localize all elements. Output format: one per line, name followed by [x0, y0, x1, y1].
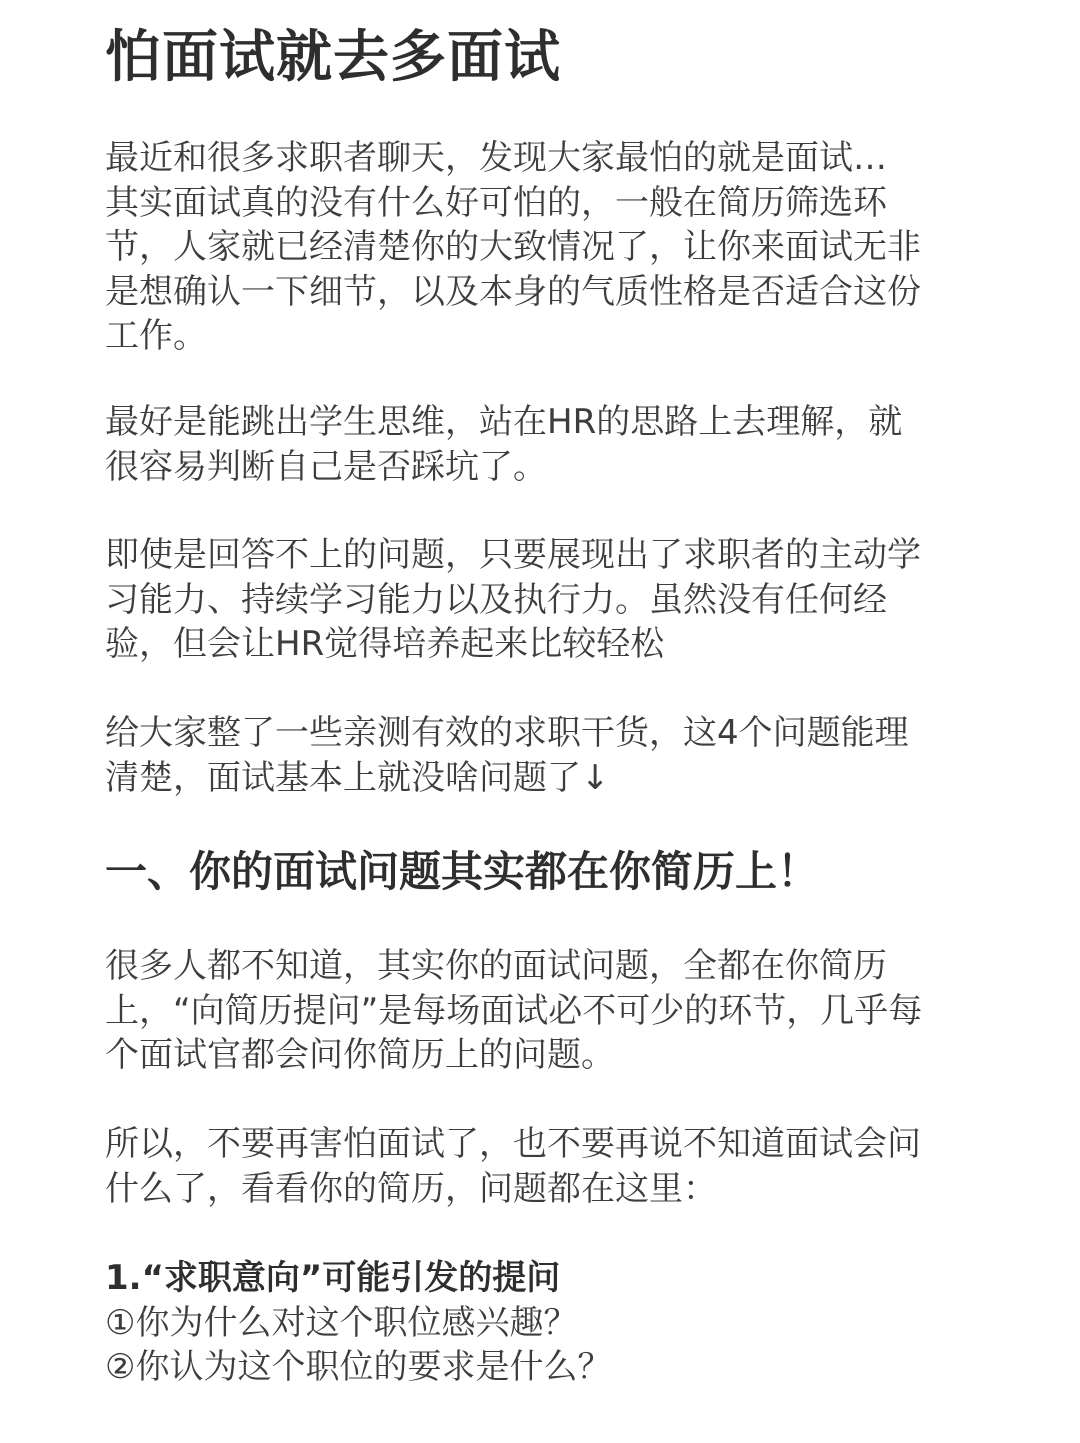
paragraph-line: 什么了，看看你的简历，问题都在这里： — [105, 1168, 717, 1209]
paragraph-line: 所以，不要再害怕面试了，也不要再说不知道面试会问 — [105, 1124, 921, 1164]
subsection-job-intention — [105, 1256, 985, 1390]
paragraph-resume-questions — [105, 944, 985, 1078]
page-title: 怕面试就去多面试 — [105, 25, 561, 90]
paragraph-line: 节，人家就已经清楚你的大致情况了，让你来面试无非 — [105, 227, 921, 267]
list-item: ①你为什么对这个职位感兴趣？ — [105, 1302, 578, 1343]
paragraph-line: 最近和很多求职者聊天，发现大家最怕的就是面试… — [105, 138, 887, 178]
paragraph-line: 验，但会让HR觉得培养起来比较轻松 — [105, 624, 665, 664]
paragraph-line: 给大家整了一些亲测有效的求职干货，这4个问题能理 — [105, 713, 909, 753]
paragraph-line: 很多人都不知道，其实你的面试问题，全都在你简历 — [105, 946, 887, 986]
section-heading: 一、你的面试问题其实都在你简历上！ — [105, 847, 820, 896]
list-item: ②你认为这个职位的要求是什么？ — [105, 1347, 612, 1387]
paragraph-hr-thinking — [105, 400, 985, 489]
paragraph-line: 很容易判断自己是否踩坑了。 — [105, 446, 547, 487]
paragraph-intro — [105, 136, 985, 359]
paragraph-line: 清楚，面试基本上就没啥问题了↓ — [105, 757, 610, 798]
paragraph-tips-intro — [105, 711, 985, 800]
paragraph-line: 即使是回答不上的问题，只要展现出了求职者的主动学 — [105, 535, 921, 575]
paragraph-line: 上，“向简历提问”是每场面试必不可少的环节，几乎每 — [105, 990, 923, 1031]
paragraph-line: 其实面试真的没有什么好可怕的，一般在简历筛选环 — [105, 182, 887, 223]
paragraph-line: 是想确认一下细节，以及本身的气质性格是否适合这份 — [105, 271, 921, 312]
paragraph-line: 习能力、持续学习能力以及执行力。虽然没有任何经 — [105, 579, 887, 620]
paragraph-dont-fear — [105, 1122, 985, 1211]
paragraph-learning-ability — [105, 533, 985, 667]
subsection-heading: 1.“求职意向”可能引发的提问 — [105, 1258, 561, 1298]
paragraph-line: 工作。 — [105, 316, 207, 356]
paragraph-line: 个面试官都会问你简历上的问题。 — [105, 1035, 615, 1075]
paragraph-line: 最好是能跳出学生思维，站在HR的思路上去理解，就 — [105, 402, 903, 442]
